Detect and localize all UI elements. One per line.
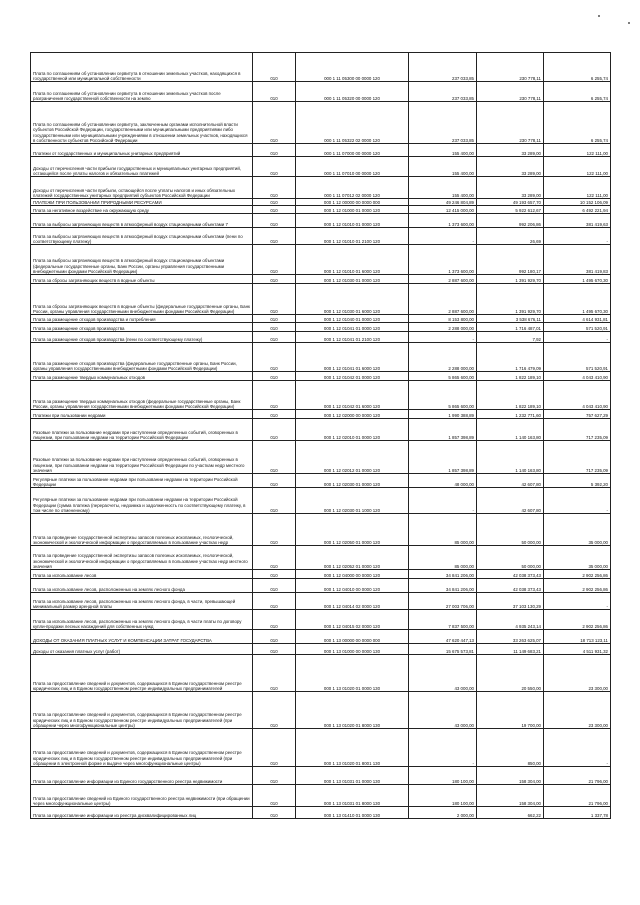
cell-executed: 50 000,00 bbox=[477, 546, 544, 570]
cell-kbk: 000 1 12 01040 01 0000 120 bbox=[296, 315, 409, 323]
table-row bbox=[31, 199, 611, 206]
cell-unexecuted: 122 111,00 bbox=[544, 177, 611, 199]
cell-kbk: 000 1 12 02050 01 0000 120 bbox=[296, 514, 409, 546]
cell-code: 010 bbox=[253, 767, 296, 785]
cell-unexecuted: 35 000,00 bbox=[544, 514, 611, 546]
cell-code: 010 bbox=[253, 785, 296, 807]
cell-kbk: 000 1 12 01030 01 0000 120 bbox=[296, 275, 409, 284]
table-row bbox=[31, 570, 611, 579]
table-row bbox=[31, 82, 611, 102]
cell-code: 010 bbox=[253, 228, 296, 245]
cell-executed: 662,22 bbox=[477, 807, 544, 819]
cell-unexecuted: 6 492 221,94 bbox=[544, 206, 611, 214]
cell-name: Плата за сбросы загрязняющих веществ в водные объекты (федеральные государственные органы, Банк России, органы управления государственными внебюджетными фондами Российской Федерации) bbox=[31, 284, 253, 315]
cell-approved: 237 033,85 bbox=[409, 53, 477, 82]
table-row bbox=[31, 372, 611, 381]
cell-code: 010 bbox=[253, 275, 296, 284]
cell-name: Плата за предоставление информации из Единого государственного реестра недвижимости bbox=[31, 767, 253, 785]
table-row bbox=[31, 53, 611, 82]
cell-name: Платежи от государственных и муниципальных унитарных предприятий bbox=[31, 144, 253, 157]
table-row bbox=[31, 488, 611, 514]
cell-code: 010 bbox=[253, 514, 296, 546]
cell-code: 010 bbox=[253, 284, 296, 315]
cell-name: Доходы от оказания платных услуг (работ) bbox=[31, 644, 253, 655]
cell-approved: 155 400,00 bbox=[409, 157, 477, 177]
table-row bbox=[31, 315, 611, 323]
cell-kbk: 000 1 12 02052 01 0000 120 bbox=[296, 546, 409, 570]
cell-executed: 20 550,00 bbox=[477, 655, 544, 692]
cell-code: 010 bbox=[253, 372, 296, 381]
cell-name: Плата по соглашениям об установлении сервитута в отношении земельных участков после разграничения государственной собственности на землю bbox=[31, 82, 253, 102]
cell-unexecuted: 23 300,00 bbox=[544, 655, 611, 692]
cell-executed: 1 822 189,10 bbox=[477, 381, 544, 410]
cell-unexecuted: 571 520,91 bbox=[544, 323, 611, 332]
cell-code: 010 bbox=[253, 82, 296, 102]
cell-name: Плата за использование лесов, расположенных на землях лесного фонда, в части платы по договору купли-продажи лесных насаждений для собственных нужд bbox=[31, 610, 253, 630]
table-row bbox=[31, 441, 611, 474]
cell-code: 010 bbox=[253, 245, 296, 275]
cell-executed: 1 716 479,09 bbox=[477, 343, 544, 372]
cell-code: 010 bbox=[253, 419, 296, 441]
cell-unexecuted: 21 796,00 bbox=[544, 767, 611, 785]
cell-kbk: 000 1 12 01000 01 0000 120 bbox=[296, 206, 409, 214]
cell-name: Доходы от перечисления части прибыли, остающейся после уплаты налогов и иных обязательных платежей государственных унитарных предприятий субъектов Российской Федерации bbox=[31, 177, 253, 199]
table-row bbox=[31, 228, 611, 245]
cell-executed: 42 038 373,43 bbox=[477, 570, 544, 579]
cell-kbk: 000 1 13 01020 01 8001 130 bbox=[296, 729, 409, 767]
cell-code: 010 bbox=[253, 644, 296, 655]
cell-unexecuted: 23 300,00 bbox=[544, 692, 611, 729]
cell-executed: 850,00 bbox=[477, 729, 544, 767]
table-row bbox=[31, 655, 611, 692]
cell-unexecuted: 757 627,29 bbox=[544, 410, 611, 419]
cell-kbk: 000 1 12 01042 01 6000 120 bbox=[296, 381, 409, 410]
cell-approved: 237 033,85 bbox=[409, 102, 477, 144]
cell-kbk: 000 1 11 05300 00 0000 120 bbox=[296, 53, 409, 82]
cell-executed: 37 103 130,29 bbox=[477, 593, 544, 610]
cell-unexecuted: 571 520,91 bbox=[544, 343, 611, 372]
cell-executed: 33 289,00 bbox=[477, 177, 544, 199]
cell-unexecuted: 1 337,78 bbox=[544, 807, 611, 819]
cell-unexecuted: 717 235,09 bbox=[544, 419, 611, 441]
cell-kbk: 000 1 12 02012 01 0000 120 bbox=[296, 441, 409, 474]
table-row bbox=[31, 807, 611, 819]
table-row bbox=[31, 579, 611, 593]
cell-unexecuted: 122 111,00 bbox=[544, 157, 611, 177]
cell-unexecuted: - bbox=[544, 593, 611, 610]
cell-unexecuted: 6 255,74 bbox=[544, 82, 611, 102]
cell-code: 010 bbox=[253, 206, 296, 214]
table-row bbox=[31, 323, 611, 332]
cell-unexecuted: 122 111,00 bbox=[544, 144, 611, 157]
cell-unexecuted: 2 902 256,86 bbox=[544, 579, 611, 593]
cell-name: Плата за размещение твердых коммунальных отходов (федеральные государственные органы, Банк России, органы управления государственными внебюджетными фондами Российской Федерации) bbox=[31, 381, 253, 410]
cell-unexecuted: 5 392,20 bbox=[544, 474, 611, 488]
cell-code: 010 bbox=[253, 692, 296, 729]
table-row bbox=[31, 419, 611, 441]
cell-code: 010 bbox=[253, 441, 296, 474]
cell-code: 010 bbox=[253, 546, 296, 570]
cell-executed: 42 038 373,43 bbox=[477, 579, 544, 593]
cell-executed: 4 935 243,14 bbox=[477, 610, 544, 630]
cell-unexecuted: 2 902 256,86 bbox=[544, 570, 611, 579]
cell-name: Разовые платежи за пользование недрами при наступлении определенных событий, оговоренных в лицензии, при пользовании недрами на территории Российской Федерации по участкам недр местного значения bbox=[31, 441, 253, 474]
cell-kbk: 000 1 12 01010 01 0000 120 bbox=[296, 214, 409, 228]
table-row bbox=[31, 332, 611, 343]
cell-kbk: 000 1 11 05320 00 0000 120 bbox=[296, 82, 409, 102]
cell-unexecuted: 18 713 123,11 bbox=[544, 630, 611, 644]
cell-approved: - bbox=[409, 729, 477, 767]
cell-name: Плата за предоставление сведений и документов, содержащихся в Едином государственном реестре юридических лиц и в Едином государственном реестре индивидуальных предпринимателей bbox=[31, 655, 253, 692]
cell-kbk: 000 1 13 00000 00 0000 000 bbox=[296, 630, 409, 644]
cell-kbk: 000 1 13 01031 01 0000 130 bbox=[296, 767, 409, 785]
table-row bbox=[31, 214, 611, 228]
cell-approved: 7 837 500,00 bbox=[409, 610, 477, 630]
table-row bbox=[31, 410, 611, 419]
cell-approved: 5 865 600,00 bbox=[409, 372, 477, 381]
cell-approved: 155 400,00 bbox=[409, 177, 477, 199]
cell-approved: 43 000,00 bbox=[409, 655, 477, 692]
cell-executed: 26,69 bbox=[477, 228, 544, 245]
cell-approved: 1 857 398,89 bbox=[409, 419, 477, 441]
cell-code: 010 bbox=[253, 332, 296, 343]
cell-approved: 34 841 206,00 bbox=[409, 579, 477, 593]
cell-executed: 49 193 657,70 bbox=[477, 199, 544, 206]
cell-name: Плата за использование лесов, расположенных на землях лесного фонда bbox=[31, 579, 253, 593]
cell-executed: 50 000,00 bbox=[477, 514, 544, 546]
cell-approved: 2 000,00 bbox=[409, 807, 477, 819]
cell-executed: 1 140 163,80 bbox=[477, 419, 544, 441]
cell-name: Плата за использование лесов, расположенных на землях лесного фонда, в части, превышающей минимальный размер арендной платы bbox=[31, 593, 253, 610]
cell-unexecuted: 10 152 106,09 bbox=[544, 199, 611, 206]
cell-executed: 230 778,11 bbox=[477, 53, 544, 82]
table-row bbox=[31, 593, 611, 610]
cell-kbk: 000 1 13 01020 01 8000 130 bbox=[296, 692, 409, 729]
cell-code: 010 bbox=[253, 570, 296, 579]
cell-name: Плата за выбросы загрязняющих веществ в атмосферный воздух стационарными объектами (федеральные государственные органы, Банк России, органы управления государственными внебюджетными фондами Российской Федерации) bbox=[31, 245, 253, 275]
cell-name: Плата за размещение твердых коммунальных отходов bbox=[31, 372, 253, 381]
cell-executed: 3 538 676,11 bbox=[477, 315, 544, 323]
cell-unexecuted: - bbox=[544, 488, 611, 514]
cell-unexecuted: 2 902 256,86 bbox=[544, 610, 611, 630]
cell-approved: 1 373 600,00 bbox=[409, 245, 477, 275]
cell-kbk: 000 1 13 01031 01 8000 130 bbox=[296, 785, 409, 807]
cell-executed: 42 607,80 bbox=[477, 474, 544, 488]
cell-name: Плата за размещение отходов производства (федеральные государственные органы, Банк России, органы управления государственными внебюджетными фондами Российской Федерации) bbox=[31, 343, 253, 372]
cell-code: 010 bbox=[253, 144, 296, 157]
cell-name: Плата за сбросы загрязняющих веществ в водные объекты bbox=[31, 275, 253, 284]
cell-kbk: 000 1 12 01041 01 6000 120 bbox=[296, 343, 409, 372]
cell-kbk: 000 1 13 01020 01 0000 130 bbox=[296, 655, 409, 692]
table-row bbox=[31, 692, 611, 729]
cell-name: Плата за предоставление сведений и документов, содержащихся в Едином государственном реестре юридических лиц и в Едином государственном реестре индивидуальных предпринимателей (при обращении в электронной форме и выдаче через многофункциональные центры) bbox=[31, 729, 253, 767]
cell-code: 010 bbox=[253, 630, 296, 644]
cell-executed: 158 304,00 bbox=[477, 785, 544, 807]
cell-approved: 15 675 573,81 bbox=[409, 644, 477, 655]
cell-executed: 992 180,17 bbox=[477, 245, 544, 275]
cell-code: 010 bbox=[253, 343, 296, 372]
scan-speck-mark bbox=[598, 15, 600, 17]
cell-executed: 992 206,86 bbox=[477, 214, 544, 228]
cell-code: 010 bbox=[253, 315, 296, 323]
cell-name: Плата за выбросы загрязняющих веществ в атмосферный воздух стационарными объектами (пени по соответствующему платежу) bbox=[31, 228, 253, 245]
cell-name: Плата за проведение государственной экспертизы запасов полезных ископаемых, геологической, экономической и экологической информации о предоставляемых в пользование участках недр местного значения bbox=[31, 546, 253, 570]
cell-name: Плата за использование лесов bbox=[31, 570, 253, 579]
cell-code: 010 bbox=[253, 214, 296, 228]
cell-name: Регулярные платежи за пользование недрами при пользовании недрами на территории Российской Федерации (сумма платежа (перерасчеты, недоимка и задолженность по соответствующему платежу, в том числе по отмененному) bbox=[31, 488, 253, 514]
cell-executed: 19 700,00 bbox=[477, 692, 544, 729]
cell-unexecuted: - bbox=[544, 228, 611, 245]
cell-code: 010 bbox=[253, 488, 296, 514]
cell-executed: 33 289,00 bbox=[477, 157, 544, 177]
table-body bbox=[31, 53, 611, 819]
cell-approved: 180 100,00 bbox=[409, 785, 477, 807]
table-row bbox=[31, 785, 611, 807]
cell-name: Плата за предоставление сведений из Единого государственного реестра недвижимости (при обращении через многофункциональные центры) bbox=[31, 785, 253, 807]
cell-approved: 34 841 206,00 bbox=[409, 570, 477, 579]
cell-code: 010 bbox=[253, 381, 296, 410]
cell-unexecuted: 4 043 410,90 bbox=[544, 372, 611, 381]
cell-kbk: 000 1 12 04014 02 0000 120 bbox=[296, 593, 409, 610]
cell-approved: 1 990 388,89 bbox=[409, 410, 477, 419]
cell-approved: - bbox=[409, 228, 477, 245]
cell-executed: 1 391 929,70 bbox=[477, 284, 544, 315]
cell-executed: 33 289,00 bbox=[477, 144, 544, 157]
cell-unexecuted: 21 796,00 bbox=[544, 785, 611, 807]
cell-kbk: 000 1 12 01030 01 6000 120 bbox=[296, 284, 409, 315]
cell-approved: 180 100,00 bbox=[409, 767, 477, 785]
cell-approved: 5 865 600,00 bbox=[409, 381, 477, 410]
cell-code: 010 bbox=[253, 157, 296, 177]
cell-approved: - bbox=[409, 488, 477, 514]
cell-kbk: 000 1 12 00000 00 0000 000 bbox=[296, 199, 409, 206]
cell-name: Плата за предоставление сведений и документов, содержащихся в Едином государственном реестре юридических лиц и в Едином государственном реестре индивидуальных предпринимателей (при обращении через многофункциональные центры) bbox=[31, 692, 253, 729]
cell-executed: 158 304,00 bbox=[477, 767, 544, 785]
cell-approved: 85 000,00 bbox=[409, 514, 477, 546]
cell-kbk: 000 1 11 07010 00 0000 120 bbox=[296, 157, 409, 177]
cell-code: 010 bbox=[253, 579, 296, 593]
cell-name: ДОХОДЫ ОТ ОКАЗАНИЯ ПЛАТНЫХ УСЛУГ И КОМПЕНСАЦИИ ЗАТРАТ ГОСУДАРСТВА bbox=[31, 630, 253, 644]
cell-approved: 12 415 000,00 bbox=[409, 206, 477, 214]
cell-code: 010 bbox=[253, 53, 296, 82]
cell-kbk: 000 1 11 07000 00 0000 120 bbox=[296, 144, 409, 157]
cell-kbk: 000 1 12 01010 01 2100 120 bbox=[296, 228, 409, 245]
cell-approved: 8 153 800,00 bbox=[409, 315, 477, 323]
cell-kbk: 000 1 12 02030 01 0000 120 bbox=[296, 474, 409, 488]
cell-name: Плата за размещение отходов производства и потребления bbox=[31, 315, 253, 323]
cell-unexecuted: 4 511 931,32 bbox=[544, 644, 611, 655]
cell-approved: 1 857 398,89 bbox=[409, 441, 477, 474]
table-row bbox=[31, 343, 611, 372]
table-row bbox=[31, 206, 611, 214]
cell-code: 010 bbox=[253, 655, 296, 692]
cell-executed: 7,92 bbox=[477, 332, 544, 343]
cell-code: 010 bbox=[253, 323, 296, 332]
cell-code: 010 bbox=[253, 199, 296, 206]
cell-name: Плата по соглашениям об установлении сервитута в отношении земельных участков, находящихся в государственной или муниципальной собственности bbox=[31, 53, 253, 82]
cell-approved: 43 000,00 bbox=[409, 692, 477, 729]
cell-approved: 1 373 600,00 bbox=[409, 214, 477, 228]
cell-code: 010 bbox=[253, 474, 296, 488]
table-row bbox=[31, 144, 611, 157]
table-row bbox=[31, 474, 611, 488]
cell-name: Платежи при пользовании недрами bbox=[31, 410, 253, 419]
cell-unexecuted: - bbox=[544, 729, 611, 767]
cell-name: Плата за выбросы загрязняющих веществ в атмосферный воздух стационарными объектами 7 bbox=[31, 214, 253, 228]
cell-kbk: 000 1 12 01041 01 0000 120 bbox=[296, 323, 409, 332]
cell-executed: 1 391 929,70 bbox=[477, 275, 544, 284]
cell-unexecuted: 381 419,83 bbox=[544, 245, 611, 275]
table-row bbox=[31, 157, 611, 177]
cell-name: Доходы от перечисления части прибыли государственных и муниципальных унитарных предприятий, остающейся после уплаты налогов и обязательных платежей bbox=[31, 157, 253, 177]
cell-kbk: 000 1 12 02000 00 0000 120 bbox=[296, 410, 409, 419]
cell-approved: 237 033,85 bbox=[409, 82, 477, 102]
table-row bbox=[31, 284, 611, 315]
cell-unexecuted: - bbox=[544, 332, 611, 343]
cell-approved: 2 288 000,00 bbox=[409, 343, 477, 372]
cell-approved: 49 246 804,89 bbox=[409, 199, 477, 206]
cell-executed: 33 263 625,07 bbox=[477, 630, 544, 644]
cell-executed: 5 922 612,67 bbox=[477, 206, 544, 214]
cell-approved: 2 887 600,00 bbox=[409, 275, 477, 284]
budget-execution-table bbox=[30, 52, 611, 819]
cell-executed: 1 716 487,01 bbox=[477, 323, 544, 332]
cell-name: Плата по соглашениям об установлении сервитута, заключенным органами исполнительной власти субъектов Российской Федерации, государственными или муниципальными предприятиями либо государственными или муниципальными учреждениями в отношении земельных участков, находящихся в собственности субъектов Российской Федерации bbox=[31, 102, 253, 144]
cell-code: 010 bbox=[253, 593, 296, 610]
cell-name: Плата за размещение отходов производства bbox=[31, 323, 253, 332]
table-row bbox=[31, 610, 611, 630]
cell-approved: 2 887 600,00 bbox=[409, 284, 477, 315]
cell-kbk: 000 1 12 01041 01 2100 120 bbox=[296, 332, 409, 343]
cell-approved: 27 003 706,00 bbox=[409, 593, 477, 610]
table-row bbox=[31, 102, 611, 144]
cell-executed: 230 778,11 bbox=[477, 102, 544, 144]
cell-unexecuted: 35 000,00 bbox=[544, 546, 611, 570]
cell-code: 010 bbox=[253, 102, 296, 144]
cell-kbk: 000 1 13 01000 00 0000 130 bbox=[296, 644, 409, 655]
cell-unexecuted: 6 255,74 bbox=[544, 53, 611, 82]
table-row bbox=[31, 546, 611, 570]
cell-name: Плата за негативное воздействие на окружающую среду bbox=[31, 206, 253, 214]
cell-unexecuted: 717 235,09 bbox=[544, 441, 611, 474]
cell-executed: 1 140 163,80 bbox=[477, 441, 544, 474]
cell-kbk: 000 1 12 01010 01 6000 120 bbox=[296, 245, 409, 275]
cell-approved: 2 288 000,00 bbox=[409, 323, 477, 332]
cell-unexecuted: 4 043 410,90 bbox=[544, 381, 611, 410]
cell-name: Разовые платежи за пользование недрами при наступлении определенных событий, оговоренных в лицензии, при пользовании недрами на территории Российской Федерации bbox=[31, 419, 253, 441]
table-row bbox=[31, 514, 611, 546]
table-row bbox=[31, 381, 611, 410]
cell-kbk: 000 1 11 07012 02 0000 120 bbox=[296, 177, 409, 199]
cell-kbk: 000 1 12 01042 01 0000 120 bbox=[296, 372, 409, 381]
cell-approved: 85 000,00 bbox=[409, 546, 477, 570]
cell-kbk: 000 1 12 04015 02 0000 120 bbox=[296, 610, 409, 630]
cell-unexecuted: 4 614 931,81 bbox=[544, 315, 611, 323]
table-row bbox=[31, 644, 611, 655]
cell-approved: 155 400,00 bbox=[409, 144, 477, 157]
cell-executed: 1 822 189,10 bbox=[477, 372, 544, 381]
cell-name: Плата за проведение государственной экспертизы запасов полезных ископаемых, геологической, экономической и экологической информации о предоставляемых в пользование участках недр bbox=[31, 514, 253, 546]
cell-code: 010 bbox=[253, 410, 296, 419]
cell-unexecuted: 1 495 670,30 bbox=[544, 284, 611, 315]
table-row bbox=[31, 630, 611, 644]
cell-code: 010 bbox=[253, 729, 296, 767]
cell-kbk: 000 1 12 02030 01 1000 120 bbox=[296, 488, 409, 514]
cell-name: Плата за размещение отходов производства (пени по соответствующему платежу) bbox=[31, 332, 253, 343]
table-row bbox=[31, 245, 611, 275]
cell-executed: 42 607,80 bbox=[477, 488, 544, 514]
cell-kbk: 000 1 12 02010 01 0000 120 bbox=[296, 419, 409, 441]
cell-code: 010 bbox=[253, 610, 296, 630]
page-cut-edge bbox=[0, 898, 640, 905]
table-row bbox=[31, 767, 611, 785]
cell-kbk: 000 1 11 05322 02 0000 120 bbox=[296, 102, 409, 144]
cell-executed: 1 232 771,60 bbox=[477, 410, 544, 419]
cell-unexecuted: 381 419,63 bbox=[544, 214, 611, 228]
scan-speck-mark bbox=[628, 22, 630, 24]
cell-code: 010 bbox=[253, 177, 296, 199]
cell-executed: 230 778,11 bbox=[477, 82, 544, 102]
cell-executed: 11 149 683,21 bbox=[477, 644, 544, 655]
cell-code: 010 bbox=[253, 807, 296, 819]
cell-approved: 47 620 447,13 bbox=[409, 630, 477, 644]
cell-name: ПЛАТЕЖИ ПРИ ПОЛЬЗОВАНИИ ПРИРОДНЫМИ РЕСУРСАМИ bbox=[31, 199, 253, 206]
cell-name: Плата за предоставление информации из реестра дисквалифицированных лиц bbox=[31, 807, 253, 819]
table-row bbox=[31, 729, 611, 767]
cell-kbk: 000 1 12 04010 00 0000 120 bbox=[296, 579, 409, 593]
cell-kbk: 000 1 13 01410 01 0000 130 bbox=[296, 807, 409, 819]
cell-name: Регулярные платежи за пользование недрами при пользовании недрами на территории Российской Федерации bbox=[31, 474, 253, 488]
table-row bbox=[31, 177, 611, 199]
cell-unexecuted: 6 255,74 bbox=[544, 102, 611, 144]
cell-approved: 48 000,00 bbox=[409, 474, 477, 488]
cell-approved: - bbox=[409, 332, 477, 343]
table-row bbox=[31, 275, 611, 284]
cell-unexecuted: 1 495 670,30 bbox=[544, 275, 611, 284]
cell-kbk: 000 1 12 04000 00 0000 120 bbox=[296, 570, 409, 579]
